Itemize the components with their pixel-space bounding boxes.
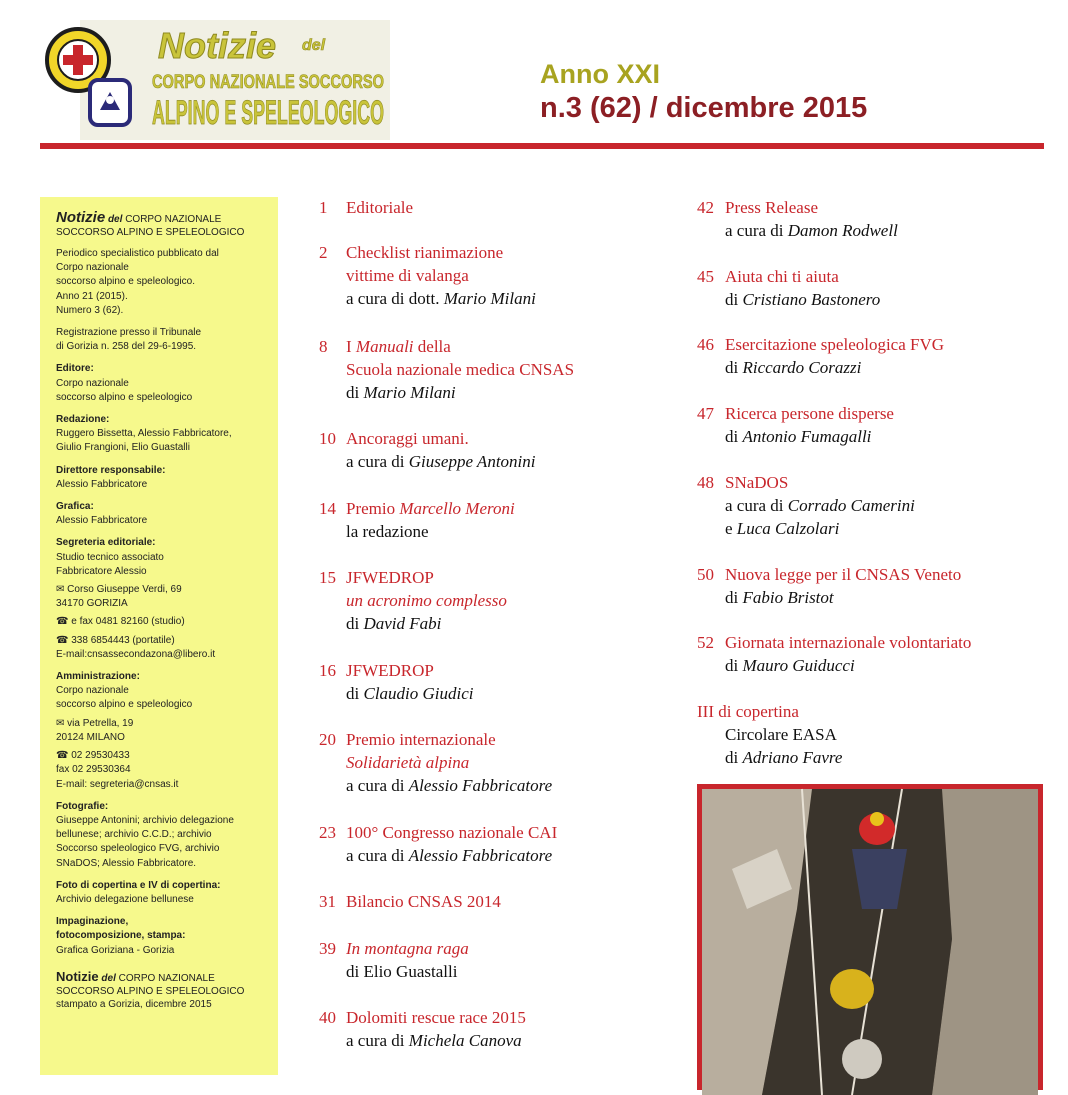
masthead-logo [40,20,390,140]
toc-entry[interactable]: III di copertina Circolare EASA di Adriano Favre [697,702,843,767]
toc-entry[interactable]: 45 Aiuta chi ti aiuta di Cristiano Bastonero [697,267,881,309]
toc-entry[interactable]: 31 Bilancio CNSAS 2014 [319,892,501,911]
toc-entry[interactable]: 14 Premio Marcello Meroni la redazione [319,499,515,541]
colophon-grafica: Grafica: Alessio Fabbricatore [56,501,148,527]
colophon-footer: Notizie del CORPO NAZIONALE SOCCORSO ALPINO E SPELEOLOGICO stampato a Gorizia, dicembre 2015 [56,968,245,1010]
colophon-intro: Periodico specialistico pubblicato dal Corpo nazionale soccorso alpino e speleologico. Anno 21 (2015). Numero 3 (62). [56,248,219,316]
colophon-masthead: Notizie del CORPO NAZIONALE SOCCORSO ALPINO E SPELEOLOGICO [56,209,245,238]
colophon-impaginazione: Impaginazione, fotocomposizione, stampa: Grafica Goriziana - Gorizia [56,916,186,956]
toc-entry[interactable]: 48 SNaDOS a cura di Corrado Camerini e Luca Calzolari [697,473,915,538]
cover-photo [697,784,1043,1090]
toc-entry[interactable]: 23 100° Congresso nazionale CAI a cura di Alessio Fabbricatore [319,823,558,865]
colophon-fotografie: Fotografie: Giuseppe Antonini; archivio delegazione bellunese; archivio C.C.D.; archivio Soccorso speleologico FVG, archivio SNaDOS; Alessio Fabbricatore. [56,800,234,869]
toc-entry[interactable]: 2 Checklist rianimazione vittime di valanga a cura di dott. Mario Milani [319,243,536,308]
svg-text:CORPO NAZIONALE SOCCORSO: CORPO NAZIONALE SOCCORSO [152,72,384,93]
toc-entry[interactable]: 39 In montagna raga di Elio Guastalli [319,939,469,981]
cai-emblem-icon [90,80,130,125]
toc-entry[interactable]: 16 JFWEDROP di Claudio Giudici [319,661,474,703]
toc-entry[interactable]: 50 Nuova legge per il CNSAS Veneto di Fabio Bristot [697,565,962,607]
svg-text:del: del [302,37,326,54]
toc-entry[interactable]: 1 Editoriale [319,198,414,217]
colophon-registration: Registrazione presso il Tribunale di Gorizia n. 258 del 29-6-1995. [56,327,202,353]
toc-entry[interactable]: 47 Ricerca persone disperse di Antonio Fumagalli [697,404,894,446]
colophon-redazione: Redazione: Ruggero Bissetta, Alessio Fabbricatore, Giulio Frangioni, Elio Guastalli [56,414,232,454]
issue-year: Anno XXI [540,59,660,89]
svg-text:ALPINO E SPELEOLOGICO: ALPINO E SPELEOLOGICO [152,94,384,132]
colophon-box [40,197,278,1075]
toc-entry[interactable]: 15 JFWEDROP un acronimo complesso di David Fabi [319,568,507,633]
toc-entry[interactable]: 8 I Manuali della Scuola nazionale medica CNSAS di Mario Milani [319,337,575,402]
colophon-editore: Editore: Corpo nazionale soccorso alpino e speleologico [56,363,193,403]
colophon-direttore: Direttore responsabile: Alessio Fabbricatore [56,464,166,490]
toc-entry[interactable]: 40 Dolomiti rescue race 2015 a cura di Michela Canova [319,1008,526,1050]
colophon-segreteria: Segreteria editoriale: Studio tecnico associato Fabbricatore Alessio ✉ Corso Giuseppe Verdi, 69 34170 GORIZIA ☎ e fax 0481 82160 (studio) ☎ 338 6854443 (portatile) E-mail:cnsassecondazona@libero.it [56,537,216,660]
issue-number: n.3 (62) / dicembre 2015 [540,92,868,124]
svg-text:Notizie: Notizie [158,25,277,66]
header-rule [40,143,1044,149]
toc-entry[interactable]: 10 Ancoraggi umani. a cura di Giuseppe Antonini [319,429,536,471]
colophon-copertina: Foto di copertina e IV di copertina: Archivio delegazione bellunese [56,879,221,905]
toc-entry[interactable]: 52 Giornata internazionale volontariato di Mauro Guiducci [697,633,972,675]
issue-header [540,58,867,126]
toc-entry[interactable]: 46 Esercitazione speleologica FVG di Riccardo Corazzi [697,335,945,377]
colophon-amministrazione: Amministrazione: Corpo nazionale soccorso alpino e speleologico ✉ via Petrella, 19 20124 MILANO ☎ 02 29530433 fax 02 29530364 E-mail: segreteria@cnsas.it [56,671,193,790]
toc-entry[interactable]: 42 Press Release a cura di Damon Rodwell [697,198,898,240]
toc-entry[interactable]: 20 Premio internazionale Solidarietà alpina a cura di Alessio Fabbricatore [319,730,553,795]
cave-rescue-photo-icon [702,789,1038,1095]
